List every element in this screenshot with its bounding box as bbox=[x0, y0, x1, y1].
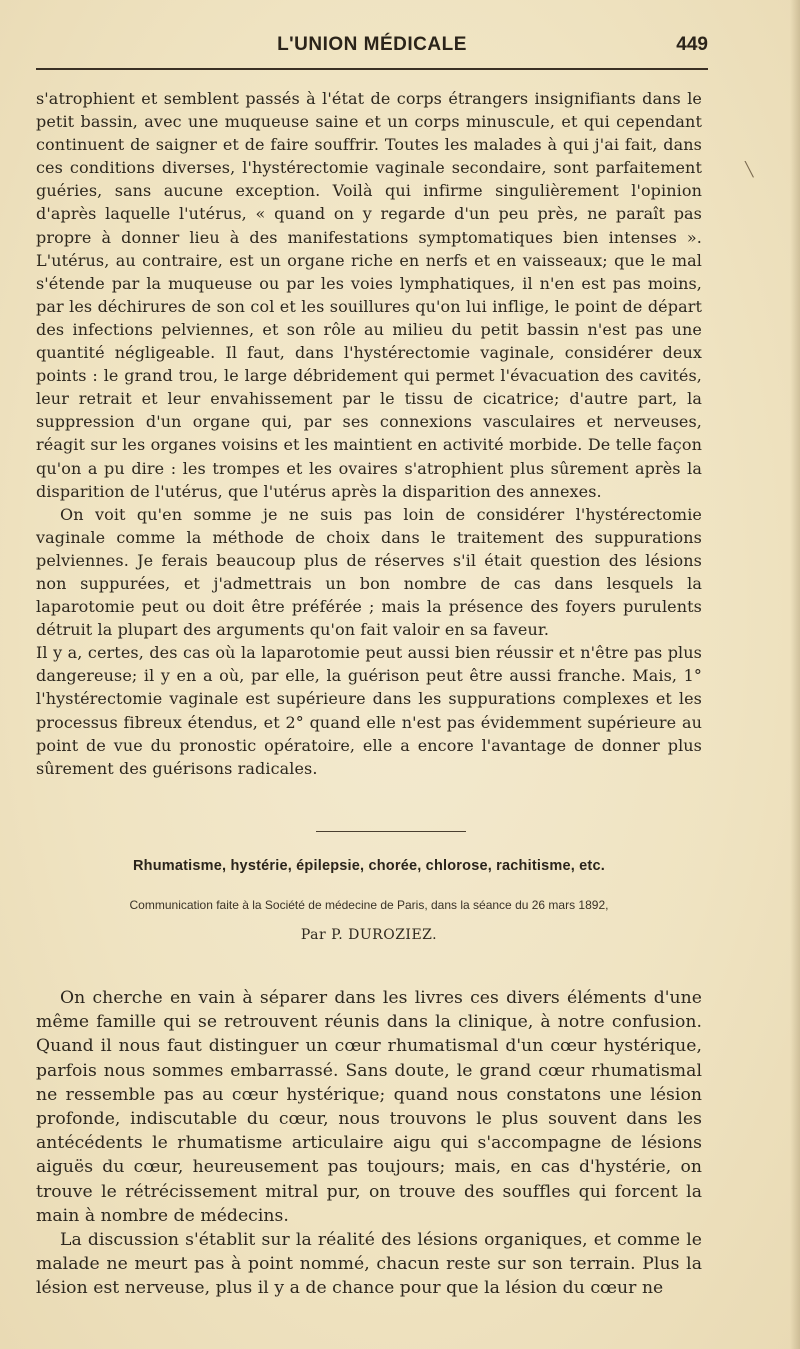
article-body bbox=[36, 986, 702, 1301]
top-text-block bbox=[36, 87, 702, 780]
page-number: 449 bbox=[676, 34, 708, 55]
article-author: Par P. DUROZIEZ. bbox=[300, 927, 438, 943]
article-subtitle: Communication faite à la Société de médecine de Paris, dans la séance du 26 mars 1892, bbox=[129, 898, 609, 912]
article-title: Rhumatisme, hystérie, épilepsie, chorée, chlorose, rachitisme, etc. bbox=[133, 858, 605, 874]
margin-tick-mark: ╲ bbox=[745, 162, 754, 178]
paragraph-3: Il y a, certes, des cas où la laparotomie peut aussi bien réussir et n'être pas plus dangereuse; il y en a où, par elle, la guérison peut être aussi franche. Mais, 1° l'hystérectomie vaginale est supérieure dans les suppurations complexes et les processus fibreux étendus, et 2° quand elle n'est pas évidemment supérieure au point de vue du pronostic opératoire, elle a encore l'avantage de donner plus sûrement des guérisons radicales. bbox=[36, 643, 702, 778]
page-header bbox=[36, 34, 708, 64]
header-rule bbox=[36, 68, 708, 70]
section-divider bbox=[316, 831, 466, 832]
paragraph-2: On voit qu'en somme je ne suis pas loin de considérer l'hystérectomie vaginale comme la méthode de choix dans le traitement des suppurations pelviennes. Je ferais beaucoup plus de réserves s'il était question des lésions non suppurées, et j'admettrais un bon nombre de cas dans lesquels la laparotomie peut ou doit être préférée ; mais la présence des foyers purulents détruit la plupart des arguments qu'on fait valoir en sa faveur. bbox=[36, 504, 702, 640]
paragraph-1: s'atrophient et semblent passés à l'état de corps étrangers insignifiants dans le petit bassin, avec une muqueuse saine et un corps minuscule, et qui cependant continuent de saigner et de faire souffrir. Toutes les malades à qui j'ai fait, dans ces conditions diverses, l'hystérectomie vaginale secondaire, sont parfaitement guéries, sans aucune exception. Voilà qui infirme singulièrement l'opinion d'après laquelle l'utérus, « quand on y regarde d'un peu près, ne paraît pas propre à donner lieu à des manifestations symptomatiques bien intenses ». L'utérus, au contraire, est un organe riche en nerfs et en vaisseaux; que le mal s'étende par la muqueuse ou par les voies lymphatiques, il n'en est pas moins, par les déchirures de son col et les souillures qu'on lui inflige, le point de départ des infections pelviennes, et son rôle au milieu du petit bassin n'est pas une quantité négligeable. Il faut, dans l'hystérectomie vaginale, considérer deux points : le grand trou, le large débridement qui permet l'évacuation des cavités, leur retrait et leur envahissement par le tissu de cicatrice; d'autre part, la suppression d'un organe qui, par ses connexions vasculaires et nerveuses, réagit sur les organes voisins et les maintient en activité morbide. De telle façon qu'on a pu dire : les trompes et les ovaires s'atrophient plus sûrement après la disparition de l'utérus, que l'utérus après la disparition des annexes. bbox=[36, 89, 702, 501]
article-paragraph-2: La discussion s'établit sur la réalité des lésions organiques, et comme le malade ne meurt pas à point nommé, chacun reste sur son terrain. Plus la lésion est nerveuse, plus il y a de chance pour que la lésion du cœur ne bbox=[36, 1230, 702, 1299]
article-paragraph-1: On cherche en vain à séparer dans les livres ces divers éléments d'une même famille qui se retrouvent réunis dans la clinique, à notre confusion. Quand il nous faut distinguer un cœur rhumatismal d'un cœur hystérique, parfois nous sommes embarrassé. Sans doute, le grand cœur rhumatismal ne ressemble pas au cœur hystérique; quand nous constatons une lésion profonde, indiscutable du cœur, nous trouvons le plus souvent dans les antécédents le rhumatisme articulaire aigu qui s'accompagne de lésions aiguës du cœur, heureusement pas toujours; mais, en cas d'hystérie, on trouve le rétrécissement mitral pur, on trouve des souffles qui forcent la main à nombre de médecins. bbox=[36, 988, 702, 1226]
running-title: L'UNION MÉDICALE bbox=[277, 34, 467, 55]
page-edge-shadow bbox=[790, 0, 800, 1349]
